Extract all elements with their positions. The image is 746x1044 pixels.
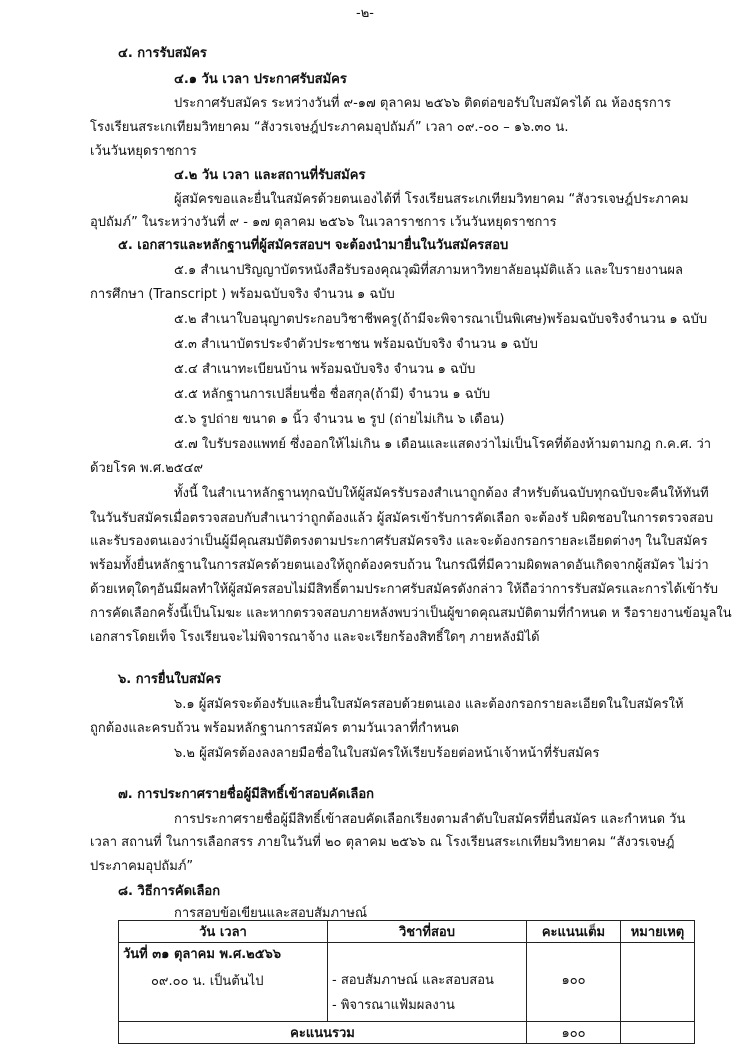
section-5-paragraph-line-6: การคัดเลือกครั้งนี้เป็นโมฆะ และหากตรวจสอบภายหลังพบว่าเป็นผู้ขาดคุณสมบัติตามที่กำหนด ห รือรายงานข้อมูลใน <box>90 606 732 621</box>
section-5-5: ๕.๕ หลักฐานการเปลี่ยนชื่อ ชื่อสกุล(ถ้ามี) จำนวน ๑ ฉบับ <box>174 387 491 402</box>
section-4-1-line-3: เว้นวันหยุดราชการ <box>90 144 197 159</box>
section-5-6: ๕.๖ รูปถ่าย ขนาด ๑ นิ้ว จำนวน ๒ รูป (ถ่ายไม่เกิน ๖ เดือน) <box>174 412 505 427</box>
section-6-heading: ๖. การยื่นใบสมัคร <box>118 672 222 687</box>
full-score: ๑๐๐ <box>561 973 586 988</box>
section-4-2-line-1: ผู้สมัครขอและยื่นในสมัครด้วยตนเองได้ที่ โรงเรียนสระเกเทียมวิทยาคม “สังวรเจษฎ์ประภาคม <box>174 192 689 207</box>
col-header-full-score: คะแนนเต็ม <box>527 921 621 943</box>
section-7-heading: ๗. การประกาศรายชื่อผู้มีสิทธิ์เข้าสอบคัดเลือก <box>118 787 375 802</box>
subject-interview: - สอบสัมภาษณ์ และสอบสอน <box>332 973 494 988</box>
section-7-line-2: เวลา สถานที่ ในการเลือกสรร ภายในวันที่ ๒๐ ตุลาคม ๒๕๖๖ ณ โรงเรียนสระเกเทียมวิทยาคม “สังวรเจษฎ์ <box>90 835 675 850</box>
section-4-2-line-2: อุปถัมภ์” ในระหว่างวันที่ ๙ - ๑๗ ตุลาคม ๒๕๖๖ ในเวลาราชการ เว้นวันหยุดราชการ <box>90 215 557 230</box>
subject-portfolio: - พิจารณาแฟ้มผลงาน <box>332 998 455 1013</box>
section-5-1-line-1: ๕.๑ สำเนาปริญญาบัตรหนังสือรับรองคุณวุฒิที่สภามหาวิทยาลัยอนุมัติแล้ว และใบรายงานผล <box>174 263 683 278</box>
section-6-1-line-1: ๖.๑ ผู้สมัครจะต้องรับและยื่นใบสมัครสอบด้วยตนเอง และต้องกรอกรายละเอียดในใบสมัครให้ <box>174 697 684 712</box>
section-5-paragraph-line-2: ในวันรับสมัครเมื่อตรวจสอบกับสำเนาว่าถูกต้องแล้ว ผู้สมัครเข้ารับการคัดเลือก จะต้องรั บผิดชอบในการตรวจสอบ <box>90 511 714 526</box>
cell-datetime <box>119 943 328 1022</box>
total-label: คะแนนรวม <box>290 1026 355 1041</box>
section-5-7-line-1: ๕.๗ ใบรับรองแพทย์ ซึ่งออกให้ไม่เกิน ๑ เดือนและแสดงว่าไม่เป็นโรคที่ต้องห้ามตามกฎ ก.ค.ศ. ว่า <box>174 437 712 452</box>
exam-time: ๐๙.๐๐ น. เป็นต้นไป <box>151 974 264 989</box>
table-header-row <box>119 921 695 943</box>
section-5-paragraph-line-1: ทั้งนี้ ในสำเนาหลักฐานทุกฉบับให้ผู้สมัครรับรองสำเนาถูกต้อง สำหรับต้นฉบับทุกฉบับจะคืนให้ทันที <box>174 486 709 501</box>
page-number: -๒- <box>356 6 374 21</box>
section-5-paragraph-line-4: พร้อมทั้งยื่นหลักฐานในการสมัครด้วยตนเองให้ถูกต้องครบถ้วน ในกรณีที่มีความผิดพลาดอันเกิดจากผู้สมัคร ไม่ว่า <box>90 558 709 573</box>
section-8-subheading: การสอบข้อเขียนและสอบสัมภาษณ์ <box>174 906 368 921</box>
cell-remark <box>621 943 695 1022</box>
col-header-remark: หมายเหตุ <box>621 921 695 943</box>
table-row <box>119 943 695 1022</box>
col-header-datetime: วัน เวลา <box>119 921 328 943</box>
exam-date: วันที่ ๓๑ ตุลาคม พ.ศ.๒๕๖๖ <box>123 947 282 962</box>
cell-total-score <box>527 1022 621 1044</box>
section-6-2: ๖.๒ ผู้สมัครต้องลงลายมือชื่อในใบสมัครให้เรียบร้อยต่อหน้าเจ้าหน้าที่รับสมัคร <box>174 746 600 761</box>
section-5-7-line-2: ด้วยโรค พ.ศ.๒๕๔๙ <box>90 461 204 476</box>
cell-subject <box>328 943 527 1022</box>
section-4-heading: ๔. การรับสมัคร <box>118 46 207 61</box>
section-7-line-1: การประกาศรายชื่อผู้มีสิทธิ์เข้าสอบคัดเลือกเรียงตามลำดับใบสมัครที่ยื่นสมัคร และกำหนด วัน <box>174 812 686 827</box>
section-6-1-line-2: ถูกต้องและครบถ้วน พร้อมหลักฐานการสมัคร ตามวันเวลาที่กำหนด <box>90 721 460 736</box>
section-5-paragraph-line-3: และรับรองตนเองว่าเป็นผู้มีคุณสมบัติตรงตามประกาศรับสมัครจริง และจะต้องกรอกรายละเอียดต่างๆ ในใบสมัคร <box>90 534 708 549</box>
section-5-paragraph-line-7: เอกสารโดยเท็จ โรงเรียนจะไม่พิจารณาจ้าง และจะเรียกร้องสิทธิ์ใดๆ ภายหลังมิได้ <box>90 630 540 645</box>
cell-total-remark <box>621 1022 695 1044</box>
section-5-3: ๕.๓ สำเนาบัตรประจำตัวประชาชน พร้อมฉบับจริง จำนวน ๑ ฉบับ <box>174 337 538 352</box>
section-8-heading: ๘. วิธีการคัดเลือก <box>118 884 221 899</box>
section-5-1-line-2: การศึกษา (Transcript ) พร้อมฉบับจริง จำนวน ๑ ฉบับ <box>90 287 395 302</box>
exam-schedule-table <box>118 920 695 1044</box>
section-5-heading: ๕. เอกสารและหลักฐานที่ผู้สมัครสอบฯ จะต้องนำมายื่นในวันสมัครสอบ <box>118 238 509 253</box>
section-7-line-3: ประภาคมอุปถัมภ์” <box>90 859 194 874</box>
section-5-2: ๕.๒ สำเนาใบอนุญาตประกอบวิชาชีพครู(ถ้ามีจะพิจารณาเป็นพิเศษ)พร้อมฉบับจริงจำนวน ๑ ฉบับ <box>174 312 708 327</box>
section-5-paragraph-line-5: ด้วยเหตุใดๆอันมีผลทำให้ผู้สมัครสอบไม่มีสิทธิ์ตามประกาศรับสมัครดังกล่าว ให้ถือว่าการรับสมัครและการได้เข้ารับ <box>90 582 718 597</box>
total-score: ๑๐๐ <box>561 1026 586 1041</box>
section-4-2-heading: ๔.๒ วัน เวลา และสถานที่รับสมัคร <box>174 168 366 183</box>
col-header-subject: วิชาที่สอบ <box>328 921 527 943</box>
section-4-1-line-1: ประกาศรับสมัคร ระหว่างวันที่ ๙-๑๗ ตุลาคม ๒๕๖๖ ติดต่อขอรับใบสมัครได้ ณ ห้องธุรการ <box>174 96 672 111</box>
section-4-1-heading: ๔.๑ วัน เวลา ประกาศรับสมัคร <box>174 72 347 87</box>
table-total-row <box>119 1022 695 1044</box>
cell-full-score <box>527 943 621 1022</box>
section-5-4: ๕.๔ สำเนาทะเบียนบ้าน พร้อมฉบับจริง จำนวน ๑ ฉบับ <box>174 362 476 377</box>
cell-total-label <box>119 1022 527 1044</box>
section-4-1-line-2: โรงเรียนสระเกเทียมวิทยาคม “สังวรเจษฎ์ประภาคมอุปถัมภ์” เวลา ๐๙.-๐๐ – ๑๖.๓๐ น. <box>90 120 569 135</box>
